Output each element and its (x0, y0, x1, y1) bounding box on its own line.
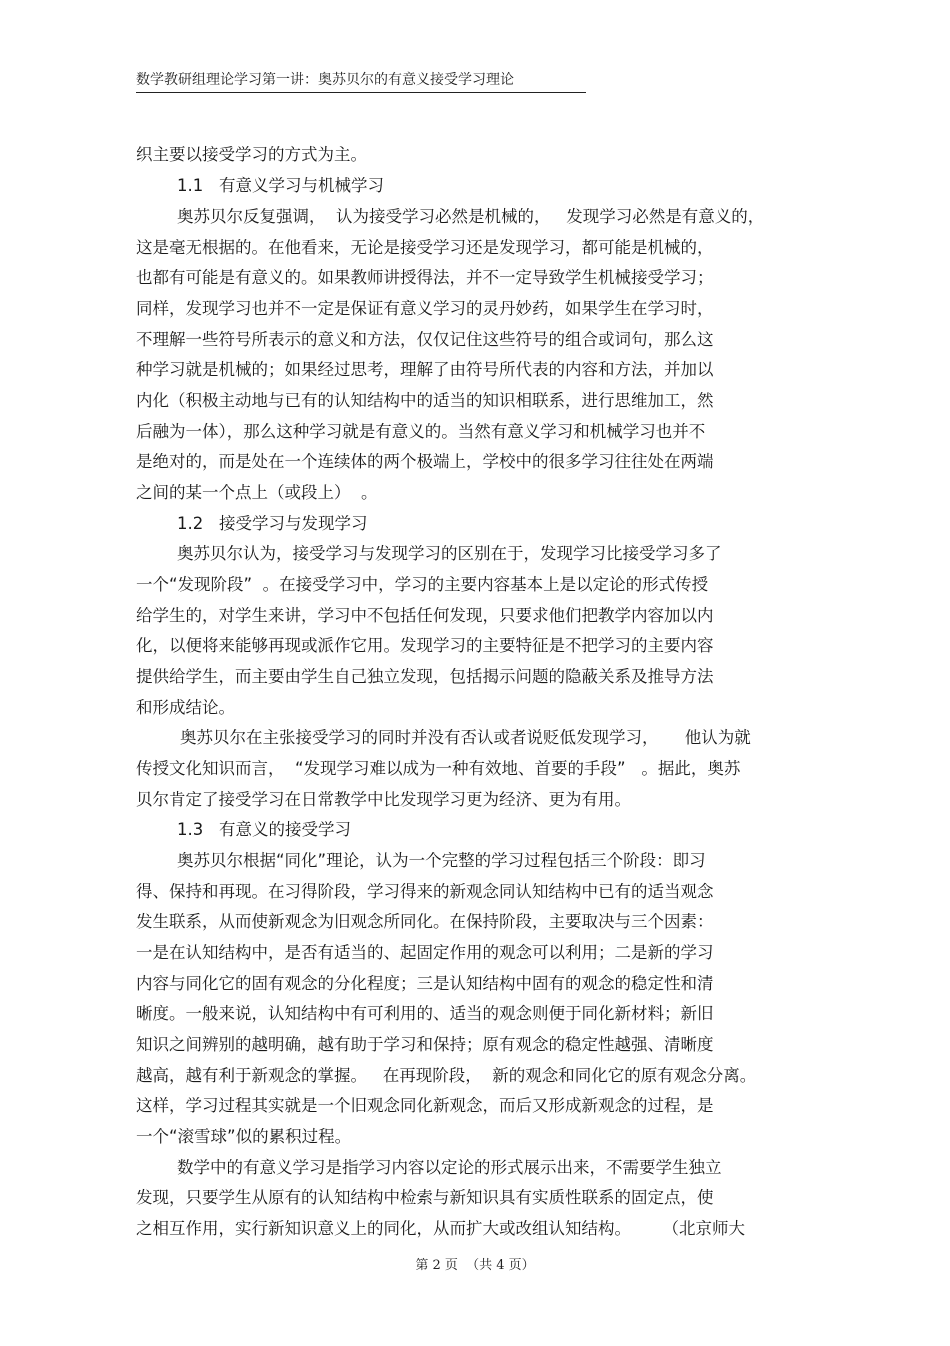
text-line: 晰度。一般来说，认知结构中有可利用的、适当的观念则便于同化新材料；新旧 (136, 1004, 714, 1023)
text-line: 传授文化知识而言， “发现学习难以成为一种有效地、首要的手段” 。据此，奥苏 (136, 759, 741, 778)
text-line: 也都有可能是有意义的。如果教师讲授得法，并不一定导致学生机械接受学习； (136, 268, 714, 287)
text-line: 奥苏贝尔反复强调， 认为接受学习必然是机械的， 发现学习必然是有意义的， (177, 207, 765, 226)
running-header: 数学教研组理论学习第一讲：奥苏贝尔的有意义接受学习理论 (136, 70, 586, 93)
text-line: 越高，越有利于新观念的掌握。 在再现阶段， 新的观念和同化它的原有观念分离。 (136, 1066, 757, 1085)
text-line: 发生联系，从而使新观念为旧观念所同化。在保持阶段，主要取决与三个因素： (136, 912, 714, 931)
text-line: 后融为一体），那么这种学习就是有意义的。当然有意义学习和机械学习也并不 (136, 422, 706, 441)
page-footer: 第 2 页 （共 4 页） (415, 1258, 535, 1273)
text-line: 奥苏贝尔根据“同化”理论，认为一个完整的学习过程包括三个阶段：即习 (177, 851, 706, 870)
text-line: 贝尔肯定了接受学习在日常教学中比发现学习更为经济、更为有用。 (136, 790, 631, 809)
text-line: 得、保持和再现。在习得阶段，学习得来的新观念同认知结构中已有的适当观念 (136, 882, 714, 901)
text-line: 之相互作用，实行新知识意义上的同化，从而扩大或改组认知结构。 （北京师大 (136, 1219, 745, 1238)
text-line: 一个“滚雪球”似的累积过程。 (136, 1127, 352, 1146)
text-line: 数学中的有意义学习是指学习内容以定论的形式展示出来，不需要学生独立 (177, 1158, 722, 1177)
text-line: 发现，只要学生从原有的认知结构中检索与新知识具有实质性联系的固定点，使 (136, 1188, 714, 1207)
text-line: 一是在认知结构中，是否有适当的、起固定作用的观念可以利用；二是新的学习 (136, 943, 714, 962)
text-line: 这是毫无根据的。在他看来，无论是接受学习还是发现学习，都可能是机械的， (136, 238, 714, 257)
text-line: 内化（积极主动地与已有的认知结构中的适当的知识相联系，进行思维加工，然 (136, 391, 714, 410)
text-line: 是绝对的，而是处在一个连续体的两个极端上，学校中的很多学习往往处在两端 (136, 452, 714, 471)
text-line: 这样，学习过程其实就是一个旧观念同化新观念，而后又形成新观念的过程，是 (136, 1096, 714, 1115)
text-line: 种学习就是机械的；如果经过思考，理解了由符号所代表的内容和方法，并加以 (136, 360, 714, 379)
section-heading-1-2: 1.2 接受学习与发现学习 (177, 514, 368, 533)
text-line: 内容与同化它的固有观念的分化程度；三是认知结构中固有的观念的稳定性和清 (136, 974, 714, 993)
text-line: 化，以便将来能够再现或派作它用。发现学习的主要特征是不把学习的主要内容 (136, 636, 714, 655)
text-line: 和形成结论。 (136, 698, 235, 717)
text-line: 织主要以接受学习的方式为主。 (136, 145, 367, 164)
section-heading-1-3: 1.3 有意义的接受学习 (177, 820, 351, 839)
text-line: 知识之间辨别的越明确，越有助于学习和保持；原有观念的稳定性越强、清晰度 (136, 1035, 714, 1054)
text-line: 提供给学生，而主要由学生自己独立发现，包括揭示问题的隐蔽关系及推导方法 (136, 667, 714, 686)
text-line: 不理解一些符号所表示的意义和方法，仅仅记住这些符号的组合或词句，那么这 (136, 330, 714, 349)
text-line: 奥苏贝尔认为，接受学习与发现学习的区别在于，发现学习比接受学习多了 (177, 544, 722, 563)
text-line: 同样，发现学习也并不一定是保证有意义学习的灵丹妙药，如果学生在学习时， (136, 299, 714, 318)
text-line: 给学生的，对学生来讲，学习中不包括任何发现，只要求他们把教学内容加以内 (136, 606, 714, 625)
section-heading-1-1: 1.1 有意义学习与机械学习 (177, 176, 384, 195)
text-line: 一个“发现阶段” 。在接受学习中，学习的主要内容基本上是以定论的形式传授 (136, 575, 709, 594)
text-line: 奥苏贝尔在主张接受学习的同时并没有否认或者说贬低发现学习， 他认为就 (180, 728, 751, 747)
text-line: 之间的某一个点上（或段上） 。 (136, 483, 378, 502)
